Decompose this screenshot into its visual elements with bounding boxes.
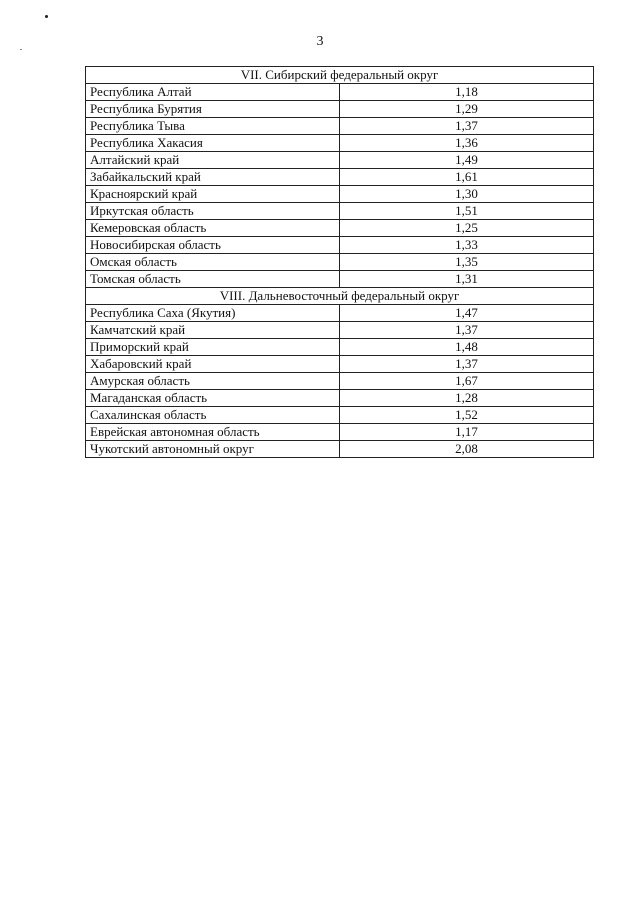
table-row xyxy=(86,237,594,254)
region-name: Новосибирская область xyxy=(86,237,340,254)
coefficient-value: 1,17 xyxy=(340,424,594,441)
region-name: Омская область xyxy=(86,254,340,271)
table-row xyxy=(86,203,594,220)
table-row xyxy=(86,84,594,101)
table-row xyxy=(86,305,594,322)
table-row xyxy=(86,441,594,458)
table-row xyxy=(86,373,594,390)
region-name: Иркутская область xyxy=(86,203,340,220)
region-name: Республика Алтай xyxy=(86,84,340,101)
table-row xyxy=(86,390,594,407)
region-name: Республика Саха (Якутия) xyxy=(86,305,340,322)
table-row xyxy=(86,339,594,356)
region-name: Забайкальский край xyxy=(86,169,340,186)
table-row xyxy=(86,271,594,288)
table-row xyxy=(86,135,594,152)
table-row xyxy=(86,424,594,441)
section-title: VII. Сибирский федеральный округ xyxy=(86,67,594,84)
page-number: 3 xyxy=(316,34,324,49)
coefficient-value: 1,31 xyxy=(340,271,594,288)
coefficient-value: 1,25 xyxy=(340,220,594,237)
coefficient-value: 2,08 xyxy=(340,441,594,458)
section-header-row xyxy=(86,288,594,305)
coefficient-value: 1,35 xyxy=(340,254,594,271)
region-name: Приморский край xyxy=(86,339,340,356)
region-name: Сахалинская область xyxy=(86,407,340,424)
coefficient-value: 1,33 xyxy=(340,237,594,254)
region-name: Республика Тыва xyxy=(86,118,340,135)
coefficient-value: 1,29 xyxy=(340,101,594,118)
coefficient-value: 1,52 xyxy=(340,407,594,424)
regions-table xyxy=(85,66,594,458)
table-row xyxy=(86,220,594,237)
table-row xyxy=(86,356,594,373)
coefficient-value: 1,37 xyxy=(340,118,594,135)
coefficient-value: 1,28 xyxy=(340,390,594,407)
coefficient-value: 1,61 xyxy=(340,169,594,186)
region-name: Республика Бурятия xyxy=(86,101,340,118)
coefficient-value: 1,48 xyxy=(340,339,594,356)
coefficient-value: 1,18 xyxy=(340,84,594,101)
coefficient-value: 1,49 xyxy=(340,152,594,169)
region-name: Республика Хакасия xyxy=(86,135,340,152)
region-name: Камчатский край xyxy=(86,322,340,339)
coefficient-value: 1,37 xyxy=(340,322,594,339)
region-name: Красноярский край xyxy=(86,186,340,203)
region-name: Магаданская область xyxy=(86,390,340,407)
table-row xyxy=(86,254,594,271)
coefficient-value: 1,47 xyxy=(340,305,594,322)
region-name: Кемеровская область xyxy=(86,220,340,237)
table-row xyxy=(86,152,594,169)
scan-speck xyxy=(45,15,48,18)
region-name: Алтайский край xyxy=(86,152,340,169)
coefficient-value: 1,36 xyxy=(340,135,594,152)
coefficient-value: 1,37 xyxy=(340,356,594,373)
table-row xyxy=(86,322,594,339)
table-row xyxy=(86,186,594,203)
coefficient-value: 1,51 xyxy=(340,203,594,220)
table-row xyxy=(86,407,594,424)
region-name: Чукотский автономный округ xyxy=(86,441,340,458)
section-title: VIII. Дальневосточный федеральный округ xyxy=(86,288,594,305)
region-name: Томская область xyxy=(86,271,340,288)
table-row xyxy=(86,169,594,186)
coefficient-value: 1,30 xyxy=(340,186,594,203)
coefficient-value: 1,67 xyxy=(340,373,594,390)
table-row xyxy=(86,101,594,118)
region-name: Амурская область xyxy=(86,373,340,390)
section-header-row xyxy=(86,67,594,84)
table-row xyxy=(86,118,594,135)
region-name: Еврейская автономная область xyxy=(86,424,340,441)
region-name: Хабаровский край xyxy=(86,356,340,373)
